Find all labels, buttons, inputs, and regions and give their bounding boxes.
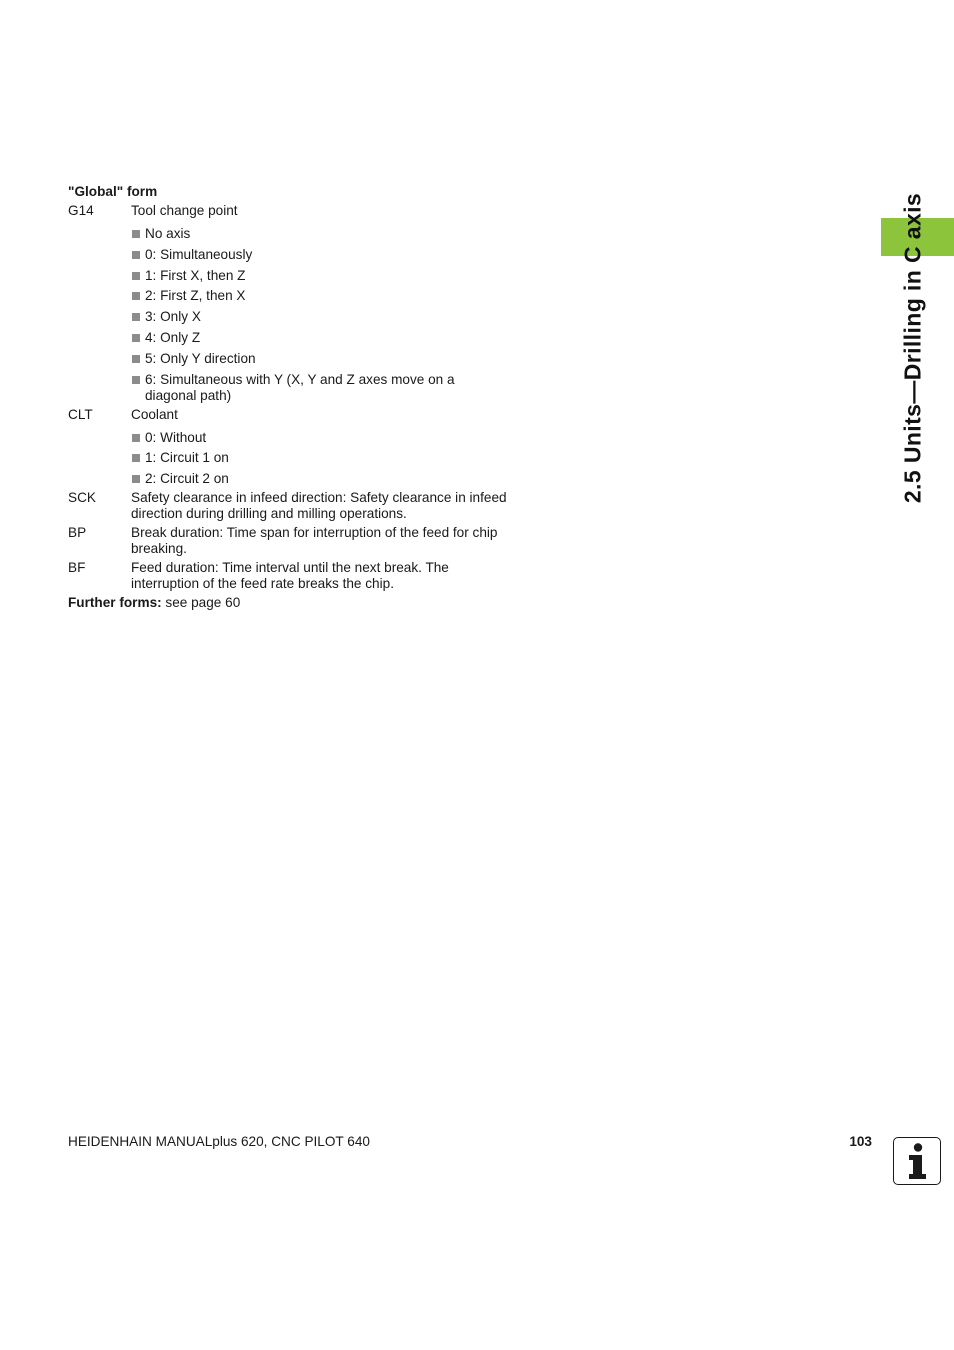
param-desc: Break duration: Time span for interruption of the feed for chip breaking.: [131, 525, 498, 557]
param-row-bp: [68, 525, 508, 557]
section-title: 2.5 Units—Drilling in C axis: [899, 192, 926, 504]
param-code: G14: [68, 203, 94, 218]
param-row-clt: [68, 407, 508, 423]
main-content: [68, 184, 508, 611]
param-desc: Safety clearance in infeed direction: Safety clearance in infeed direction during drilling and milling operations.: [131, 490, 507, 522]
option-list-g14: [131, 226, 508, 404]
square-bullet-icon: [132, 475, 140, 483]
list-item: 6: Simultaneous with Y (X, Y and Z axes move on a diagonal path): [131, 372, 508, 404]
page-number: 103: [849, 1134, 872, 1149]
info-icon: [893, 1137, 941, 1185]
param-desc: Coolant: [131, 406, 178, 422]
list-item: No axis: [131, 226, 508, 242]
param-code: BF: [68, 560, 86, 576]
further-forms-link[interactable]: see page 60: [161, 595, 241, 611]
list-item: 0: Simultaneously: [131, 247, 508, 263]
list-item: 5: Only Y direction: [131, 351, 508, 367]
param-code: SCK: [68, 490, 96, 506]
param-row-g14: [68, 203, 508, 219]
square-bullet-icon: [132, 313, 140, 321]
square-bullet-icon: [132, 434, 140, 442]
list-item: 1: Circuit 1 on: [131, 450, 508, 466]
param-desc: Tool change point: [131, 203, 238, 218]
square-bullet-icon: [132, 355, 140, 363]
list-item: 1: First X, then Z: [131, 268, 508, 284]
list-item: 2: First Z, then X: [131, 288, 508, 304]
square-bullet-icon: [132, 292, 140, 300]
square-bullet-icon: [132, 334, 140, 342]
param-desc: Feed duration: Time interval until the next break. The interruption of the feed rate breaks the chip.: [131, 560, 449, 592]
square-bullet-icon: [132, 272, 140, 280]
list-item: 0: Without: [131, 430, 508, 446]
footer-product: HEIDENHAIN MANUALplus 620, CNC PILOT 640: [68, 1134, 370, 1149]
square-bullet-icon: [132, 454, 140, 462]
list-item: 3: Only X: [131, 309, 508, 325]
further-forms-line: [68, 595, 508, 611]
square-bullet-icon: [132, 251, 140, 259]
param-row-bf: [68, 560, 508, 592]
list-item: 2: Circuit 2 on: [131, 471, 508, 487]
info-glyph: [894, 1138, 939, 1183]
square-bullet-icon: [132, 230, 140, 238]
param-code: CLT: [68, 406, 93, 422]
option-list-clt: [131, 430, 508, 488]
param-row-sck: [68, 490, 508, 522]
square-bullet-icon: [132, 376, 140, 384]
further-forms-label: Further forms:: [68, 595, 162, 611]
form-heading: "Global" form: [68, 184, 158, 199]
param-code: BP: [68, 525, 87, 541]
list-item: 4: Only Z: [131, 330, 508, 346]
